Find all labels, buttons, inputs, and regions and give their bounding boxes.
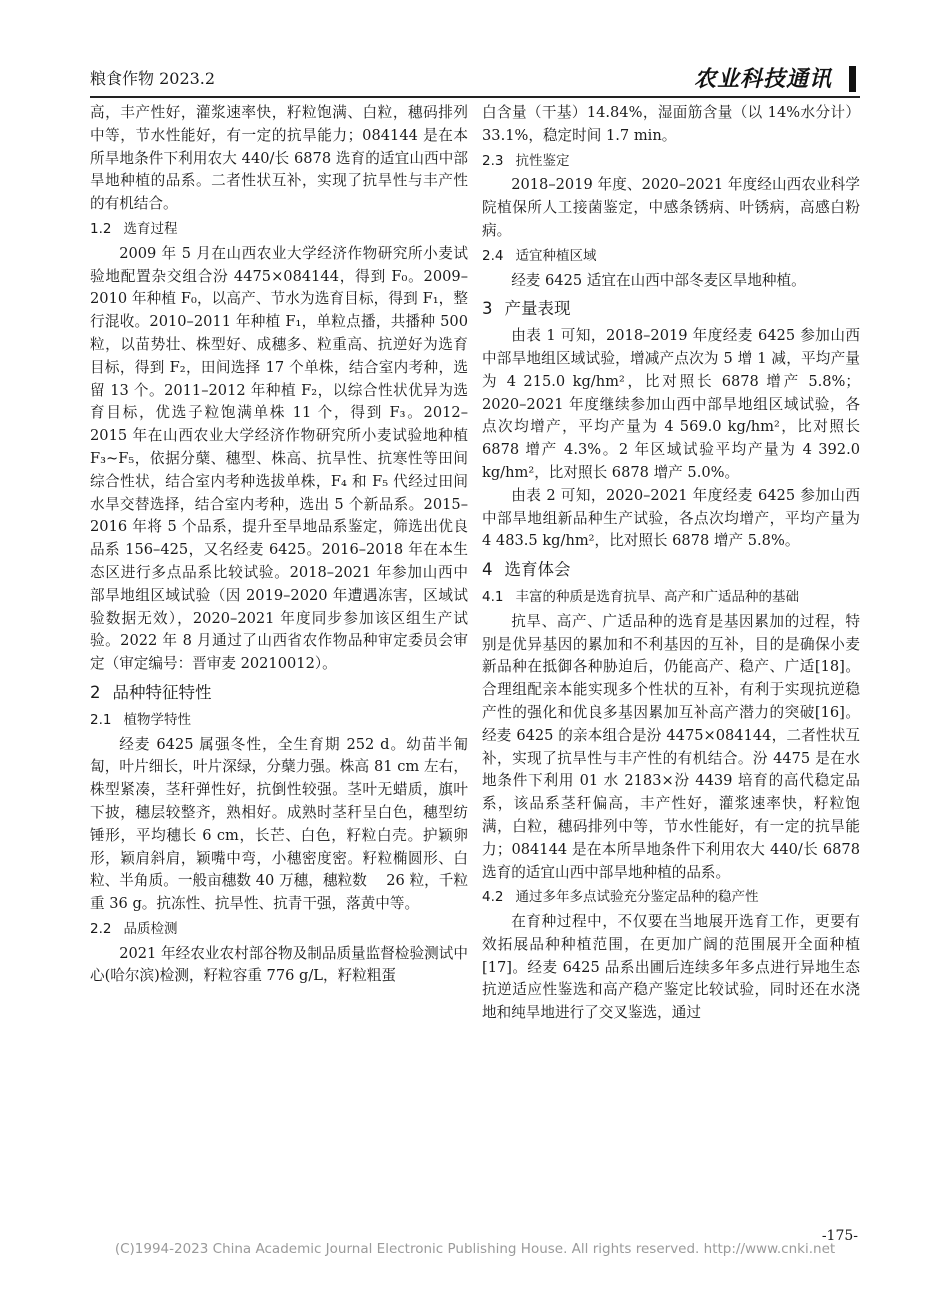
paragraph: 高，丰产性好，灌浆速率快，籽粒饱满、白粒，穗码排列中等，节水性能好，有一定的抗旱能力；084144 是在本所旱地条件下利用农大 440/长 6878 选育的适宜山西中部旱地种植的品系。二者性状互补，实现了抗旱性与丰产性的有机结合。 — [90, 104, 468, 213]
right-column — [482, 102, 860, 1025]
section-heading-4-1: 4.1 丰富的种质是选育抗旱、高产和广适品种的基础 — [482, 588, 799, 605]
header-rule — [90, 96, 860, 98]
paragraph: 由表 1 可知，2018–2019 年度经麦 6425 参加山西中部旱地组区域试验，增减产点次为 5 增 1 减，平均产量为 4 215.0 kg/hm²，比对照长 6878 增产 5.8%；2020–2021 年度继续参加山西中部旱地组区域试验，各点次均增产，平均产量为 4 569.0 kg/hm²，比对照长 6878 增产 4.3%。2 年区域试验平均产量为 4 392.0 kg/hm²，比对照长 6878 增产 5.0%。 — [482, 327, 860, 481]
journal-name: 粮食作物 2023.2 — [90, 69, 216, 88]
paragraph: 白含量（干基）14.84%，湿面筋含量（以 14%水分计）33.1%，稳定时间 1.7 min。 — [482, 104, 860, 144]
section-heading-4: 4 选育体会 — [482, 560, 571, 580]
section-heading-2-3: 2.3 抗性鉴定 — [482, 152, 570, 169]
paragraph: 2018–2019 年度、2020–2021 年度经山西农业科学院植保所人工接菌鉴定，中感条锈病、叶锈病，高感白粉病。 — [482, 176, 860, 239]
section-heading-2-2: 2.2 品质检测 — [90, 920, 178, 937]
section-heading-4-2: 4.2 通过多年多点试验充分鉴定品种的稳产性 — [482, 889, 759, 906]
section-heading-2-4: 2.4 适宜种植区域 — [482, 247, 597, 264]
paragraph: 经麦 6425 适宜在山西中部冬麦区旱地种植。 — [511, 271, 806, 289]
section-heading-1-2: 1.2 选育过程 — [90, 220, 178, 237]
section-heading-3: 3 产量表现 — [482, 299, 571, 319]
section-heading-2-1: 2.1 植物学特性 — [90, 711, 191, 728]
paragraph: 在育种过程中，不仅要在当地展开选育工作，更要有效拓展品种种植范围，在更加广阔的范围展开全面种植[17]。经麦 6425 品系出圃后连续多年多点进行异地生态抗逆适应性鉴选和高产稳产鉴定比较试验，同时还在水浇地和纯旱地进行了交叉鉴选，通过 — [482, 913, 860, 1022]
page-number: -175- — [821, 1228, 858, 1244]
journal-logo: 农业科技通讯 — [693, 66, 832, 92]
paragraph: 2009 年 5 月在山西农业大学经济作物研究所小麦试验地配置杂交组合汾 4475×084144，得到 F₀。2009–2010 年种植 F₀，以高产、节水为选育目标，得到 F₁，整行混收。2010–2011 年种植 F₁，单粒点播，共播种 500 粒，以苗势壮、株型好、成穗多、粒重高、抗逆好为选育目标，得到 F₂，田间选择 17 个单株，结合室内考种，选留 13 个。2011–2012 年种植 F₂，以综合性状优异为选育目标，优选子粒饱满单株 11 个，得到 F₃。2012–2015 年在山西农业大学经济作物研究所小麦试验地种植 F₃~F₅，依据分蘖、穗型、株高、抗旱性、抗寒性等田间综合性状，结合室内考种选拔单株，F₄ 和 F₅ 代经过田间水旱交替选择，结合室内考种，选出 5 个新品系。2015–2016 年将 5 个品系，提升至旱地品系鉴定，筛选出优良品系 156–425，又名经麦 6425。2016–2018 年在本生态区进行多点品系比较试验。2018–2021 年参加山西中部旱地组区域试验（因 2019–2020 年遭遇冻害，区域试验数据无效），2020–2021 年度同步参加该区组生产试验。2022 年 8 月通过了山西省农作物品种审定委员会审定（审定编号：晋审麦 20210012）。 — [90, 244, 468, 673]
page-header — [90, 62, 860, 96]
paragraph: 抗旱、高产、广适品种的选育是基因累加的过程，特别是优异基因的累加和不利基因的互补，目的是确保小麦新品种在抵御各种胁迫后，仍能高产、稳产、广适[18]。合理组配亲本能实现多个性状的互补，有利于实现抗逆稳产性的强化和优良多基因累加互补高产潜力的突破[16]。经麦 6425 的亲本组合是汾 4475×084144，二者性状互补，实现了抗旱性与丰产性的有机结合。汾 4475 是在水地条件下利用 01 水 2183×汾 4439 培育的高代稳定品系，该品系茎秆偏高，丰产性好，灌浆速率快，籽粒饱满，白粒，穗码排列中等，节水性能好，有一定的抗旱能力；084144 是在本所旱地条件下利用农大 440/长 6878 选育的适宜山西中部旱地种植的品系。 — [482, 612, 860, 881]
paragraph: 经麦 6425 属强冬性，全生育期 252 d。幼苗半匍匐，叶片细长，叶片深绿，分蘖力强。株高 81 cm 左右，株型紧凑，茎秆弹性好，抗倒性较强。茎叶无蜡质，旗叶下披，穗层较整齐，熟相好。成熟时茎秆呈白色，穗型纺锤形，平均穗长 6 cm，长芒、白色，籽粒白壳。护颖卵形，颖肩斜肩，颖嘴中弯，小穗密度密。籽粒椭圆形、白粒、半角质。一般亩穗数 40 万穗，穗粒数 26 粒，千粒重 36 g。抗冻性、抗旱性、抗青干强，落黄中等。 — [90, 735, 468, 913]
copyright-footer: (C)1994-2023 China Academic Journal Electronic Publishing House. All rights reserved. http://www.cnki.net — [114, 1241, 836, 1257]
paragraph: 2021 年经农业农村部谷物及制品质量监督检验测试中心(哈尔滨)检测，籽粒容重 776 g/L，籽粒粗蛋 — [90, 944, 468, 985]
left-column — [90, 102, 468, 988]
section-heading-2: 2 品种特征特性 — [90, 682, 212, 702]
paragraph: 由表 2 可知，2020–2021 年度经麦 6425 参加山西中部旱地组新品种生产试验，各点次均增产，平均产量为 4 483.5 kg/hm²，比对照长 6878 增产 5.8%。 — [482, 486, 860, 550]
logo-bar — [849, 66, 856, 92]
